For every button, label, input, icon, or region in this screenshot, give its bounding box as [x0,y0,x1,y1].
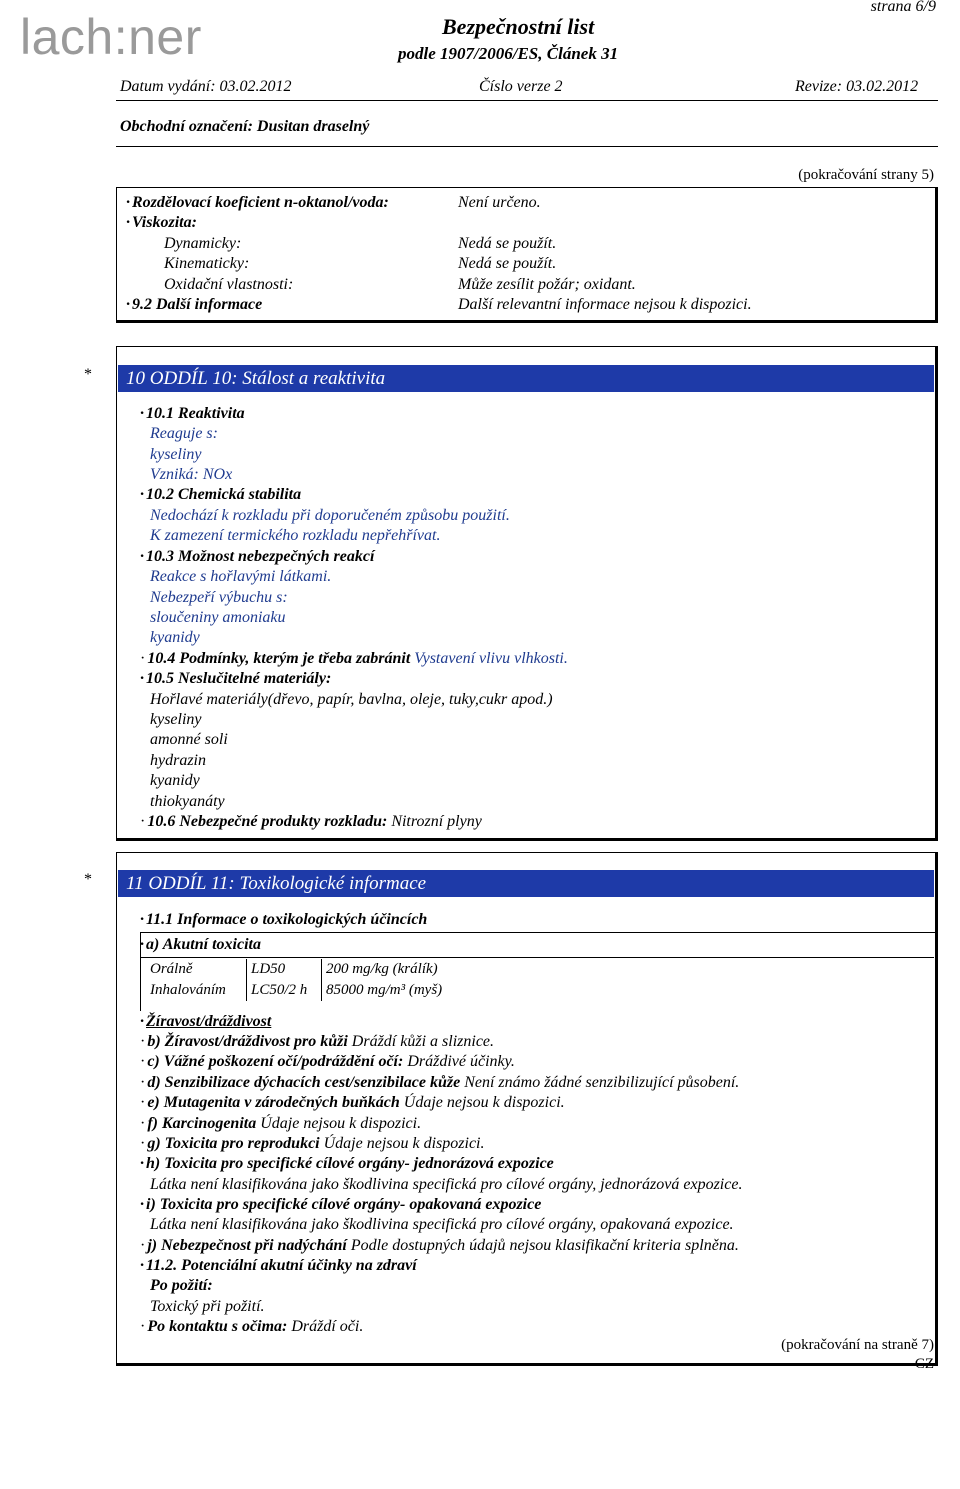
route-cell: Orálně [150,961,193,977]
revision-star: * [84,366,92,383]
subsection-heading: · 10.5 Neslučitelné materiály: [140,670,332,687]
type-cell: LC50/2 h [247,980,322,1001]
subsection-heading: · 10.3 Možnost nebezpečných reakcí [140,548,375,565]
company-logo: lach:ner [20,9,202,65]
property-value: Nedá se použít. [458,255,557,272]
subsection-line: · c) Vážné poškození očí/podráždění očí: Dráždivé účinky. [140,1053,515,1070]
property-label: · Viskozita: [126,214,197,231]
subsection-line: · d) Senzibilizace dýchacích cest/senzibilace kůže Není známo žádné senzibilizující působení. [140,1074,740,1091]
text-line: amonné soli [150,731,228,748]
section-10-title: 10 ODDÍL 10: Stálost a reaktivita [118,365,934,392]
property-label: Dynamicky: [164,235,242,252]
subsection-line: · e) Mutagenita v zárodečných buňkách Údaje nejsou k dispozici. [140,1094,565,1111]
subsection-heading: · i) Toxicita pro specifické cílové orgány- opakovaná expozice [140,1196,542,1213]
subsection-heading: · 11.2. Potenciální akutní účinky na zdraví [140,1257,417,1274]
revision-date: Revize: 03.02.2012 [795,78,919,95]
subsection-heading: · 11.1 Informace o toxikologických účincích [140,911,428,928]
subsection-line: · f) Karcinogenita Údaje nejsou k dispozici. [140,1115,422,1132]
subsection-heading: · 10.1 Reaktivita [140,405,245,422]
text-line: sloučeniny amoniaku [150,609,286,626]
document-title: Bezpečnostní list [442,14,595,39]
route-cell: Inhalováním [150,982,226,998]
continuation-to: (pokračování na straně 7) [781,1337,934,1353]
text-line: Nedochází k rozkladu při doporučeném způsobu použití. [150,507,510,524]
document-subtitle: podle 1907/2006/ES, Článek 31 [398,44,619,63]
text-line: Látka není klasifikována jako škodlivina specifická pro cílové orgány, jednorázová expozice. [150,1176,743,1193]
text-line: kyanidy [150,772,200,789]
trade-name-divider [116,146,938,147]
subsection-heading: · Žíravost/dráždivost [140,1013,272,1030]
property-label: Kinematicky: [164,255,250,272]
acute-toxicity-table [146,959,446,1001]
text-line: Toxický při požití. [150,1298,265,1315]
text-line: kyseliny [150,446,202,463]
text-line: thiokyanáty [150,793,225,810]
text-line: Látka není klasifikována jako škodlivina specifická pro cílové orgány, opakovaná expozice. [150,1216,734,1233]
property-value: Může zesílit požár; oxidant. [458,276,636,293]
subsection-line: · g) Toxicita pro reprodukci Údaje nejsou k dispozici. [140,1135,485,1152]
text-line: Reakce s hořlavými látkami. [150,568,332,585]
issue-date: Datum vydání: 03.02.2012 [120,78,292,95]
property-value: Nedá se použít. [458,235,557,252]
text-line: kyseliny [150,711,202,728]
subsection-heading: Po požití: [150,1277,213,1294]
text-line: Nebezpeří výbuchu s: [150,589,288,606]
header-divider [116,100,938,101]
text-line: Reaguje s: [150,425,218,442]
text-line: Vzniká: NOx [150,466,233,483]
section-11-title: 11 ODDÍL 11: Toxikologické informace [118,870,934,897]
property-label: · 9.2 Další informace [126,296,263,313]
subsection-line: · 10.4 Podmínky, kterým je třeba zabránit Vystavení vlivu vlhkosti. [140,650,568,667]
property-value: Další relevantní informace nejsou k dispozici. [458,296,752,313]
revision-star: * [84,871,92,888]
subsection-heading: · a) Akutní toxicita [140,936,261,953]
subsection-line: · j) Nebezpečnost při nadýchání Podle dostupných údajů nejsou klasifikační kriteria splněna. [140,1237,739,1254]
version-number: Číslo verze 2 [479,78,563,95]
page-number: strana 6/9 [870,0,936,15]
language-code: CZ [914,1356,934,1372]
subsection-line: · Po kontaktu s očima: Dráždí oči. [140,1318,364,1335]
text-line: K zamezení termického rozkladu nepřehřívat. [150,527,441,544]
text-line: kyanidy [150,629,200,646]
type-cell: LD50 [247,959,322,980]
table-divider [140,957,934,958]
subsection-heading: · h) Toxicita pro specifické cílové orgány- jednorázová expozice [140,1155,554,1172]
subsection-line: · b) Žíravost/dráždivost pro kůži Dráždí kůži a sliznice. [140,1033,495,1050]
value-cell: 200 mg/kg (králík) [322,959,447,980]
property-value: Není určeno. [458,194,541,211]
table-row [146,980,446,1001]
table-row [146,959,446,980]
continuation-from: (pokračování strany 5) [798,167,934,183]
property-label: · Rozdělovací koeficient n-oktanol/voda: [126,194,389,211]
text-line: Hořlavé materiály(dřevo, papír, bavlna, oleje, tuky,cukr apod.) [150,691,553,708]
property-label: Oxidační vlastnosti: [164,276,294,293]
subsection-heading: · 10.2 Chemická stabilita [140,486,302,503]
text-line: hydrazin [150,752,206,769]
value-cell: 85000 mg/m³ (myš) [322,980,447,1001]
trade-name: Obchodní označení: Dusitan draselný [120,118,370,135]
subsection-line: · 10.6 Nebezpečné produkty rozkladu: Nitrozní plyny [140,813,482,830]
